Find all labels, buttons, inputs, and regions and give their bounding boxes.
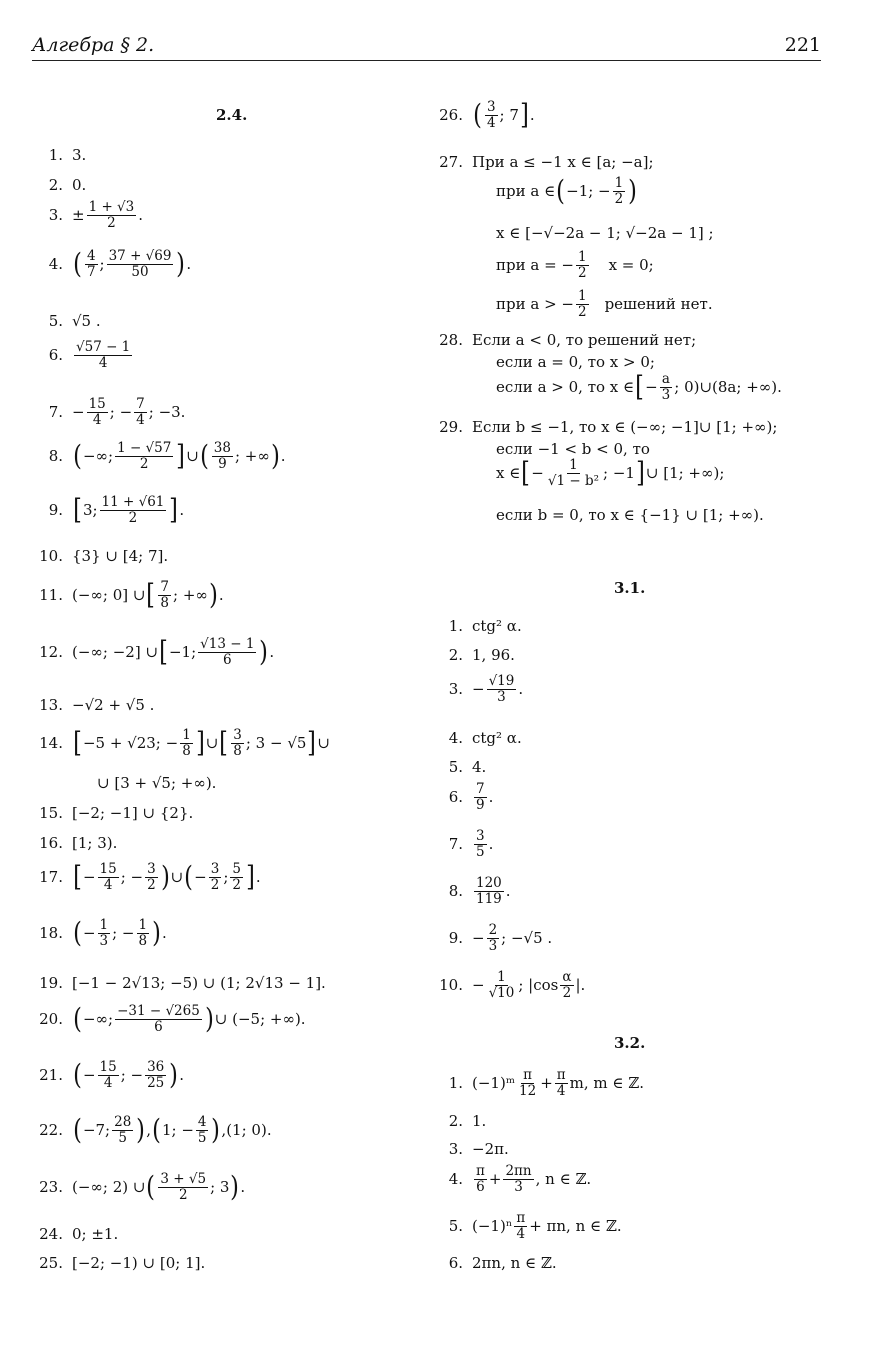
answer-item: 5. √5 . (48, 312, 101, 330)
answer-item: 8. $\frac{120}{119}$ . (448, 875, 511, 907)
answer-item: 18. ( − $\frac{1}{3}$ ; − $\frac{1}{8}$ ) . (39, 916, 167, 950)
answer-item: 5. 4. (448, 758, 487, 776)
answer-item: 5. (−1)ⁿ $\frac{\pi}{4}$ + πn, n ∈ ℤ. (448, 1210, 622, 1242)
answer-item: 1. (−1)ᵐ $\frac{\pi}{12}$ + $\frac{\pi}{4}$ m, m ∈ ℤ. (448, 1067, 644, 1099)
answer-item-continuation: x ∈ [ − $\frac{1}{\text{√1 − b²}}$ ; −1 ] ∪ [1; +∞); (496, 456, 725, 490)
answer-item: 24. 0; ±1. (39, 1225, 119, 1243)
answer-item: 11. (−∞; 0] ∪ [ $\frac{7}{8}$ ; +∞ ) . (39, 578, 224, 612)
section-heading-3-1: 3.1. (614, 579, 646, 597)
answer-item: 4. ( $\frac{4}{7}$ ; $\frac{37 + √69}{50}$ ) . (48, 247, 192, 281)
answer-item-continuation: при a > − $\frac{1}{2}$ решений нет. (496, 288, 713, 320)
answer-item: 23. (−∞; 2) ∪ ( $\frac{3 + √5}{2}$ ; 3 ) . (39, 1170, 246, 1204)
answer-item: 7. − $\frac{15}{4}$ ; − $\frac{7}{4}$ ; −3. (48, 396, 186, 428)
answer-item-continuation: если −1 < b < 0, то (496, 440, 650, 458)
answer-item: 2. 0. (48, 176, 87, 194)
answer-item-continuation: если b = 0, то x ∈ {−1} ∪ [1; +∞). (496, 506, 764, 524)
answer-item: 25. [−2; −1) ∪ [0; 1]. (39, 1254, 206, 1272)
answer-item: 3. ± $\frac{1 + √3}{2}$ . (48, 199, 144, 231)
answer-item: 6. $\frac{√57 - 1}{4}$ (48, 339, 131, 371)
answer-item: 7. $\frac{3}{5}$ . (448, 828, 494, 860)
running-head-title: Алгебра § 2. (32, 34, 155, 56)
section-heading-3-2: 3.2. (614, 1034, 646, 1052)
answer-item: 17. [ − $\frac{15}{4}$ ; − $\frac{3}{2}$ ) ∪ ( − $\frac{3}{2}$ ; $\frac{5}{2}$ ] . (39, 860, 261, 894)
answer-item: 16. [1; 3). (39, 834, 118, 852)
answer-item: 15. [−2; −1] ∪ {2}. (39, 804, 194, 822)
answer-item: 9. [ 3; $\frac{11 + √61}{2}$ ] . (48, 493, 185, 527)
answer-item: 6. $\frac{7}{9}$ . (448, 781, 494, 813)
answer-item: 28. Если a < 0, то решений нет; (439, 331, 697, 349)
header-rule (32, 60, 821, 61)
answer-item: 21. ( − $\frac{15}{4}$ ; − $\frac{36}{25}$ ) . (39, 1058, 184, 1092)
page-number: 221 (784, 34, 821, 56)
answer-item: 1. ctg² α. (448, 617, 522, 635)
answer-item: 1. 3. (48, 146, 87, 164)
answer-item: 19. [−1 − 2√13; −5) ∪ (1; 2√13 − 1]. (39, 974, 326, 992)
answer-item: 8. ( −∞; $\frac{1 - √57}{2}$ ] ∪ ( $\frac{38}{9}$ ; +∞ ) . (48, 439, 286, 473)
answer-item: 27. При a ≤ −1 x ∈ [a; −a]; (439, 153, 654, 171)
answer-item: 10. {3} ∪ [4; 7]. (39, 547, 169, 565)
answer-item: 6. 2πn, n ∈ ℤ. (448, 1254, 557, 1272)
answer-item: 2. 1. (448, 1112, 487, 1130)
answer-item-continuation: x ∈ [−√−2a − 1; √−2a − 1] ; (496, 224, 714, 242)
answer-item: 4. ctg² α. (448, 729, 522, 747)
answer-item: 12. (−∞; −2] ∪ [ −1; $\frac{√13 - 1}{6}$ ) . (39, 635, 275, 669)
answer-item: 10. − $\frac{1}{√10}$ ; |cos $\frac{\alpha}{2}$ |. (439, 969, 586, 1001)
answer-item: 3. −2π. (448, 1140, 509, 1158)
answer-item-continuation: при a ∈ ( −1; − $\frac{1}{2}$ ) (496, 174, 638, 208)
answer-item: 26. ( $\frac{3}{4}$ ; 7 ] . (439, 98, 535, 132)
answer-item: 9. − $\frac{2}{3}$ ; −√5 . (448, 922, 553, 954)
answer-item: 22. ( −7; $\frac{28}{5}$ ) , ( 1; − $\frac{4}{5}$ ) , (1; 0). (39, 1113, 272, 1147)
answer-item-continuation: если a > 0, то x ∈ [ − $\frac{a}{3}$ ; 0)∪(8a; +∞). (496, 370, 782, 404)
answer-item: 3. − $\frac{√19}{3}$ . (448, 673, 524, 705)
answer-item: 29. Если b ≤ −1, то x ∈ (−∞; −1]∪ [1; +∞); (439, 418, 778, 436)
answer-item: 2. 1, 96. (448, 646, 515, 664)
answer-item: 20. ( −∞; $\frac{-31 - √265}{6}$ ) ∪ (−5; +∞). (39, 1002, 306, 1036)
answer-item-continuation: если a = 0, то x > 0; (496, 353, 655, 371)
section-heading-2-4: 2.4. (216, 106, 248, 124)
answer-item-continuation: при a = − $\frac{1}{2}$ x = 0; (496, 249, 654, 281)
answer-item: 13. −√2 + √5 . (39, 696, 155, 714)
answer-item: 14. [ −5 + √23; − $\frac{1}{8}$ ] ∪ [ $\frac{3}{8}$ ; 3 − √5 ] ∪ (39, 726, 330, 760)
answer-item-continuation: ∪ [3 + √5; +∞). (97, 774, 217, 792)
answer-item: 4. $\frac{\pi}{6}$ + $\frac{2\pi n}{3}$ , n ∈ ℤ. (448, 1163, 592, 1195)
